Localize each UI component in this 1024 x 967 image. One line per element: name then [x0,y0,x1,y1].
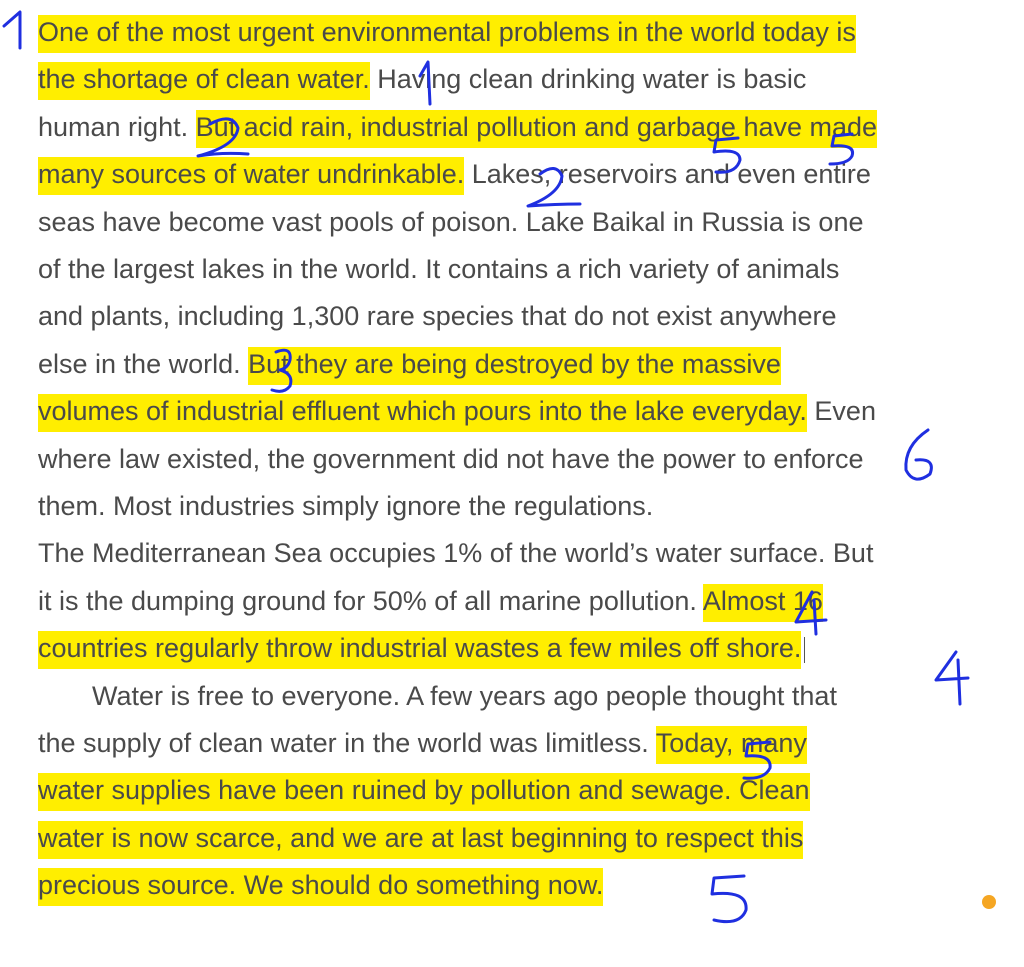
text-segment: Even [806,396,876,427]
highlighted-text: Today, many [656,726,807,764]
text-segment: the supply of clean water in the world was limitless. [38,728,656,758]
text-line [38,246,839,293]
text-line [38,625,805,672]
text-line [38,293,837,340]
highlighted-text: the shortage of clean water. [38,62,370,100]
text-segment: of the largest lakes in the world. It contains a rich variety of animals [38,254,840,284]
annotation-number-6 [906,430,932,479]
text-line [38,199,863,246]
highlighted-text: many sources of water undrinkable. [38,157,464,195]
highlighted-text: One of the most urgent environmental problems in the world today is [38,15,856,53]
highlighted-text: water is now scarce, and we are at last beginning to respect this [38,821,803,859]
text-line [38,56,806,103]
text-line [38,720,807,767]
text-segment: Water is free to everyone. A few years ago people thought that [38,680,837,711]
text-line [38,578,823,625]
text-line [38,483,653,530]
text-line [38,673,837,720]
cursor-dot [982,895,996,909]
text-segment: seas have become vast pools of poison. Lake Baikal in Russia is one [38,206,864,237]
text-line [38,530,873,577]
text-segment: else in the world. [38,348,249,379]
text-segment: and plants, including 1,300 rare species that do not exist anywhere [38,301,837,332]
highlighted-text: water supplies have been ruined by pollution and sewage. Clean [38,773,810,811]
text-line [38,341,781,388]
text-segment: human right. [38,111,196,142]
text-segment: where law existed, the government did not have the power to enforce [38,443,864,474]
text-line [38,815,803,862]
highlighted-text: But they are being destroyed by the massive [248,347,781,385]
text-line [38,151,871,198]
text-line [38,862,603,909]
highlighted-text: Almost 16 [703,584,823,622]
highlighted-text: countries regularly throw industrial wastes a few miles off shore. [38,631,801,669]
text-line [38,767,810,814]
text-line [38,9,856,56]
highlighted-text: precious source. We should do something now. [38,868,603,906]
highlighted-text: volumes of industrial effluent which pours into the lake everyday. [38,394,807,432]
text-line [38,436,864,483]
text-line [38,388,876,435]
text-segment: it is the dumping ground for 50% of all marine pollution. [38,585,703,616]
text-cursor [804,637,805,663]
text-line [38,104,877,151]
text-segment: them. Most industries simply ignore the regulations. [38,491,654,521]
annotation-number-5 [712,876,746,922]
text-segment: The Mediterranean Sea occupies 1% of the world’s water surface. But [38,538,874,569]
text-segment: Lakes, reservoirs and even entire [464,159,871,190]
highlighted-text: But acid rain, industrial pollution and garbage have made [196,110,877,148]
annotation-number-1 [4,12,20,48]
annotation-number-4 [936,652,968,704]
text-segment: Having clean drinking water is basic [369,64,807,95]
